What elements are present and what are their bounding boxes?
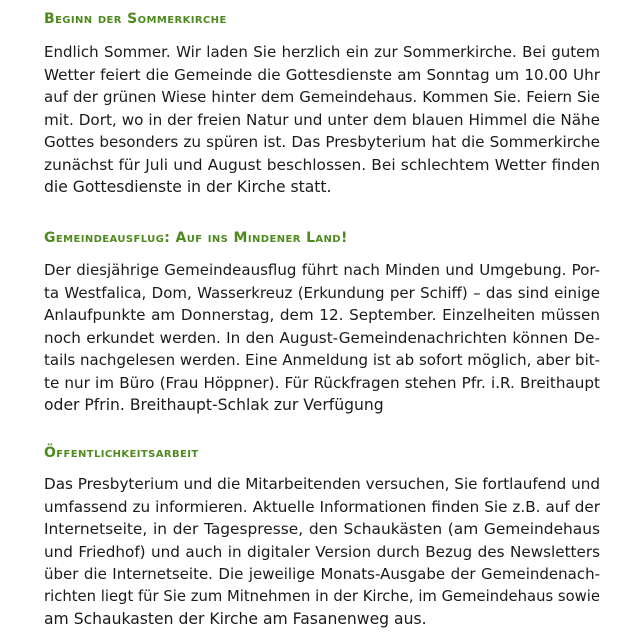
body-line: mit. Dort, wo in der freien Natur und unter dem blauen Himmel die Nähe xyxy=(44,110,600,129)
body-line: Das Presbyterium und die Mitarbeitenden versuchen, Sie fortlaufend und xyxy=(44,475,600,493)
body-line: ta Westfalica, Dom, Wasserkreuz (Erkundung per Schiff) – das sind einige xyxy=(44,283,600,302)
section-heading-gemeindeausflug: Gemeindeausflug: Auf ins Mindener Land! xyxy=(44,230,348,246)
body-line: die Gottesdienste in der Kirche statt. xyxy=(44,178,332,196)
section-body-oeffentlichkeitsarbeit xyxy=(44,473,600,631)
body-line: tails nachgelesen werden. Eine Anmeldung ist ab sofort möglich, aber bit- xyxy=(44,351,600,369)
body-line: über die Internetseite. Die jeweilige Monats-Ausgabe der Gemeindenach- xyxy=(44,565,600,583)
body-line: auf der grünen Wiese hinter dem Gemeindehaus. Kommen Sie. Feiern Sie xyxy=(44,88,600,106)
body-line: zunächst für Juli und August beschlossen. Bei schlechtem Wetter finden xyxy=(44,155,600,174)
body-line: Anlaufpunkte am Donnerstag, dem 12. September. Einzelheiten müssen xyxy=(44,306,600,324)
body-line: te nur im Büro (Frau Höppner). Für Rückfragen stehen Pfr. i.R. Breithaupt xyxy=(44,373,600,392)
body-line: Gottes besonders zu spüren ist. Das Presbyterium hat die Sommerkirche xyxy=(44,133,600,151)
body-line: umfassend zu informieren. Aktuelle Informationen finden Sie z.B. auf der xyxy=(44,497,600,516)
body-line: und Friedhof) und auch in digitaler Version durch Bezug des Newsletters xyxy=(44,542,600,561)
section-body-sommerkirche xyxy=(44,41,600,199)
section-body-gemeindeausflug xyxy=(44,259,600,417)
body-line: Der diesjährige Gemeindeausflug führt nach Minden und Umgebung. Por- xyxy=(44,261,600,279)
section-heading-sommerkirche: Beginn der Sommerkirche xyxy=(44,11,227,27)
body-line: Internetseite, in der Tagespresse, den Schaukästen (am Gemeindehaus xyxy=(44,520,600,538)
body-line: Wetter feiert die Gemeinde die Gottesdienste am Sonntag um 10.00 Uhr xyxy=(44,65,600,84)
body-line: richten liegt für Sie zum Mitnehmen in der Kirche, im Gemeindehaus sowie xyxy=(44,587,600,605)
body-line: oder Pfrin. Breithaupt-Schlak zur Verfügung xyxy=(44,396,384,414)
body-line: am Schaukasten der Kirche am Fasanenweg aus. xyxy=(44,610,427,628)
body-line: Endlich Sommer. Wir laden Sie herzlich ein zur Sommerkirche. Bei gutem xyxy=(44,43,600,61)
section-heading-oeffentlichkeitsarbeit: Öffentlichkeitsarbeit xyxy=(44,445,199,461)
body-line: noch erkundet werden. In den August-Gemeindenachrichten können De- xyxy=(44,328,600,347)
